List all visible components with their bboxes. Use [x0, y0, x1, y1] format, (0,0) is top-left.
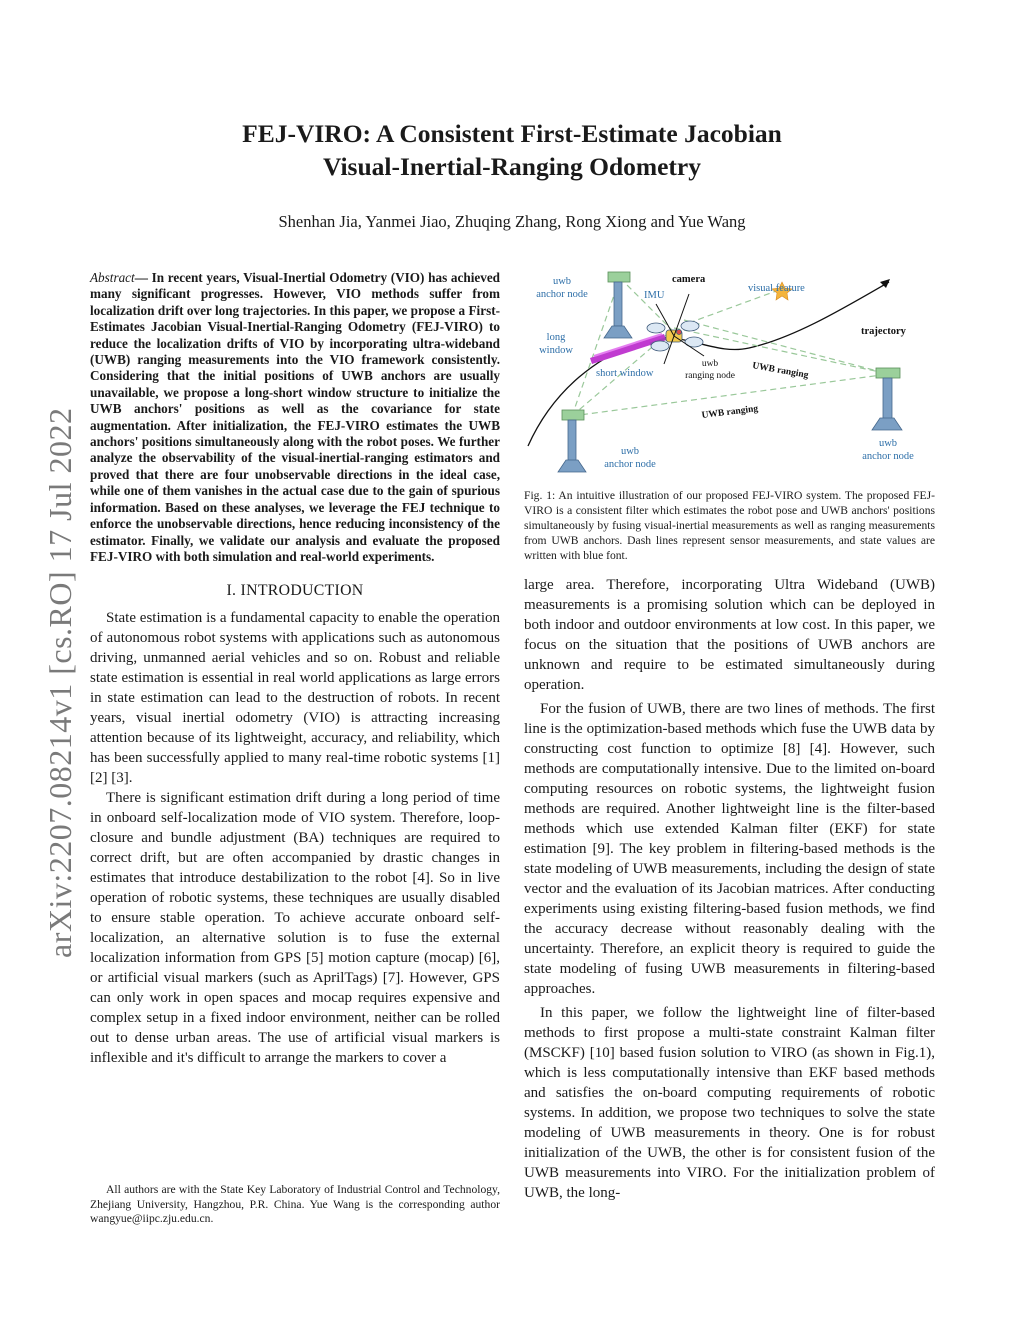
arxiv-identifier: arXiv:2207.08214v1 [cs.RO] 17 Jul 2022	[42, 407, 78, 958]
uwb-anchor-right	[872, 368, 902, 430]
label-camera: camera	[672, 274, 706, 285]
intro-paragraph: State estimation is a fundamental capacity to enable the operation of autonomous robot systems with applications such as autonomous driving, unmanned aerial vehicles and so on. Robust and reliable state estimation is essential in real world applications as large errors in state estimation can lead to the destruction of robots. In recent years, visual inertial odometry (VIO) is attracting increasing attention because of its lightweight, accuracy, and reliability, which has been successfully applied to many real-time robotic systems [1] [2] [3].	[90, 610, 500, 787]
label-uwb-bl: uwb	[620, 446, 640, 457]
right-body	[524, 575, 935, 1203]
body-paragraph: For the fusion of UWB, there are two lines of methods. The first line is the optimization-based methods which fuse the UWB data by constructing cost function to optimize [8] [4]. However, such methods are computationally intensive. Due to the limited on-board computing resources on robotic systems, the lightweight fusion methods are required. Another lightweight line is the filter-based methods which use extended Kalman filter (EKF) for state estimation [9]. The key problem in filtering-based methods is the state modeling of UWB measurements, including the design of state vector and the evaluation of its Jacobian matrices. After conducting experiments using existing filtering-based fusion methods, we find the accuracy decrease without reasonably dealing with the uncertainty. Therefore, an explicit theory is required to guide the state modeling of fusing UWB measurements in filtering-based approaches.	[524, 701, 935, 997]
right-column	[524, 268, 935, 1203]
system-figure	[524, 268, 935, 476]
left-column	[90, 270, 500, 1068]
author-footnote: All authors are with the State Key Laboratory of Industrial Control and Technology, Zhejiang University, Hangzhou, P.R. China. Yue Wang is the corresponding author wangyue@iipc.zju.edu.cn.	[90, 1183, 500, 1226]
label-uwb-ranging-a: UWB ranging	[751, 361, 810, 381]
section-heading: I. INTRODUCTION	[226, 582, 364, 600]
label-anchor-br: anchor node	[862, 451, 914, 462]
abstract-text: In recent years, Visual-Inertial Odometry (VIO) has achieved many significant progresses. However, VIO methods suffer from localization drift over long trajectories. In this paper, we propose a First-Estimates Jacobian Visual-Inertial-Ranging Odometry (FEJ-VIRO) to reduce the localization drifts of VIO by incorporating ultra-wideband (UWB) ranging measurements into the VIO framework consistently. Considering that the initial positions of UWB anchors are usually unavailable, we propose a long-short window structure to initialize the UWB anchors' positions as well as the covariance for state augmentation. After initialization, the FEJ-VIRO estimates the UWB anchors' positions simultaneously along with the robot poses. We further analyze the observability of the visual-inertial-ranging estimators and proved that there are four unobservable directions in the ideal case, while one of them vanishes in the actual case due to the gain of spurious information. Based on these analyses, we leverage the FEJ technique to enforce the unobservable directions, hence reducing inconsistency of the estimator. Finally, we validate our analysis and evaluate the proposed FEJ-VIRO with both simulation and real-world experiments.	[90, 270, 501, 564]
title-line-2: Visual-Inertial-Ranging Odometry	[322, 152, 701, 181]
label-long-2: window	[539, 345, 573, 356]
paper-title	[0, 117, 1024, 183]
label-ranging-node-1: uwb	[701, 359, 719, 369]
label-long-1: long	[546, 332, 566, 343]
system-illustration	[524, 268, 935, 476]
label-uwb-br: uwb	[878, 438, 898, 449]
label-uwb-ranging-b: UWB ranging	[701, 404, 759, 421]
title-line-1: FEJ-VIRO: A Consistent First-Estimate Jacobian	[242, 119, 782, 148]
abstract: Abstract— In recent years, Visual-Inertial Odometry (VIO) has achieved many significant progresses. However, VIO methods suffer from localization drift over long trajectories. In this paper, we propose a First-Estimates Jacobian Visual-Inertial-Ranging Odometry (FEJ-VIRO) to reduce the localization drifts of VIO by incorporating ultra-wideband (UWB) ranging measurements into the VIO framework consistently. Considering that the initial positions of UWB anchors are usually unavailable, we propose a long-short window structure to initialize the UWB anchors' positions as well as the covariance for state augmentation. After initialization, the FEJ-VIRO estimates the UWB anchors' positions simultaneously along with the robot poses. We further analyze the observability of the visual-inertial-ranging estimators and proved that there are four unobservable directions in the ideal case, while one of them vanishes in the actual case due to the gain of spurious information. Based on these analyses, we leverage the FEJ technique to enforce the unobservable directions, hence reducing inconsistency of the estimator. Finally, we validate our analysis and evaluate the proposed FEJ-VIRO with both simulation and real-world experiments.	[90, 270, 501, 564]
body-paragraph: In this paper, we follow the lightweight line of filter-based methods to first propose a multi-state constraint Kalman filter (MSCKF) [10] based fusion solution to VIRO (as shown in Fig.1), which is less computationally intensive than EKF based methods and satisfies the on-board computing requirements of robotic systems. In addition, we propose two techniques to solve the state modeling of UWB measurements in theory. One is for robust initialization of the UWB, the other is for consistent fusion of the UWB measurements into VIRO. For the initialization problem of UWB, the long-	[524, 1005, 935, 1201]
abstract-lead: Abstract	[90, 270, 135, 285]
uwb-anchor-bottom-left	[558, 410, 586, 472]
label-uwb-top: uwb	[552, 276, 572, 287]
label-visual-feature: visual feature	[748, 283, 805, 294]
label-anchor-top: anchor node	[536, 289, 588, 300]
figure-caption: Fig. 1: An intuitive illustration of our proposed FEJ-VIRO system. The proposed FEJ-VIRO is a consistent filter which estimates the robot pose and UWB anchors' positions simultaneously by fusing visual-inertial measurements as well as ranging measurements from UWB anchors. Dash lines represent sensor measurements, and state values are written with blue font.	[524, 489, 935, 562]
label-ranging-node-2: ranging node	[685, 371, 735, 381]
label-trajectory: trajectory	[861, 326, 906, 337]
author-list: Shenhan Jia, Yanmei Jiao, Zhuqing Zhang, Rong Xiong and Yue Wang	[278, 212, 746, 231]
uwb-anchor-top-left	[604, 272, 632, 338]
label-imu: IMU	[644, 290, 665, 301]
intro-paragraph: There is significant estimation drift during a long period of time in onboard self-localization mode of VIO system. Therefore, loop-closure and bundle adjustment (BA) techniques are required to correct drift, but are often accompanied by drastic changes in estimates that introduce destabilization to the robot [4]. So in live operation of robotic systems, these techniques are usually disabled to ensure stable operation. To achieve accurate onboard self-localization, an alternative solution is to fuse the external localization information from GPS [5] motion capture (mocap) [6], or artificial visual markers (such as AprilTags) [7]. However, GPS can only work in open spaces and mocap requires expensive and complex setup in a fixed indoor environment, neither can be rolled out to dense urban areas. The use of artificial visual markers is inflexible and it's difficult to arrange the markers to cover a	[90, 790, 500, 1067]
label-anchor-bl: anchor node	[604, 459, 656, 470]
body-paragraph: large area. Therefore, incorporating Ultra Wideband (UWB) measurements is a promising solution which can be deployed in both indoor and outdoor environments at low cost. In this paper, we focus on the situation that the positions of UWB anchors are unknown and require to be estimated simultaneously during operation.	[524, 577, 935, 693]
label-short-window: short window	[596, 368, 654, 379]
